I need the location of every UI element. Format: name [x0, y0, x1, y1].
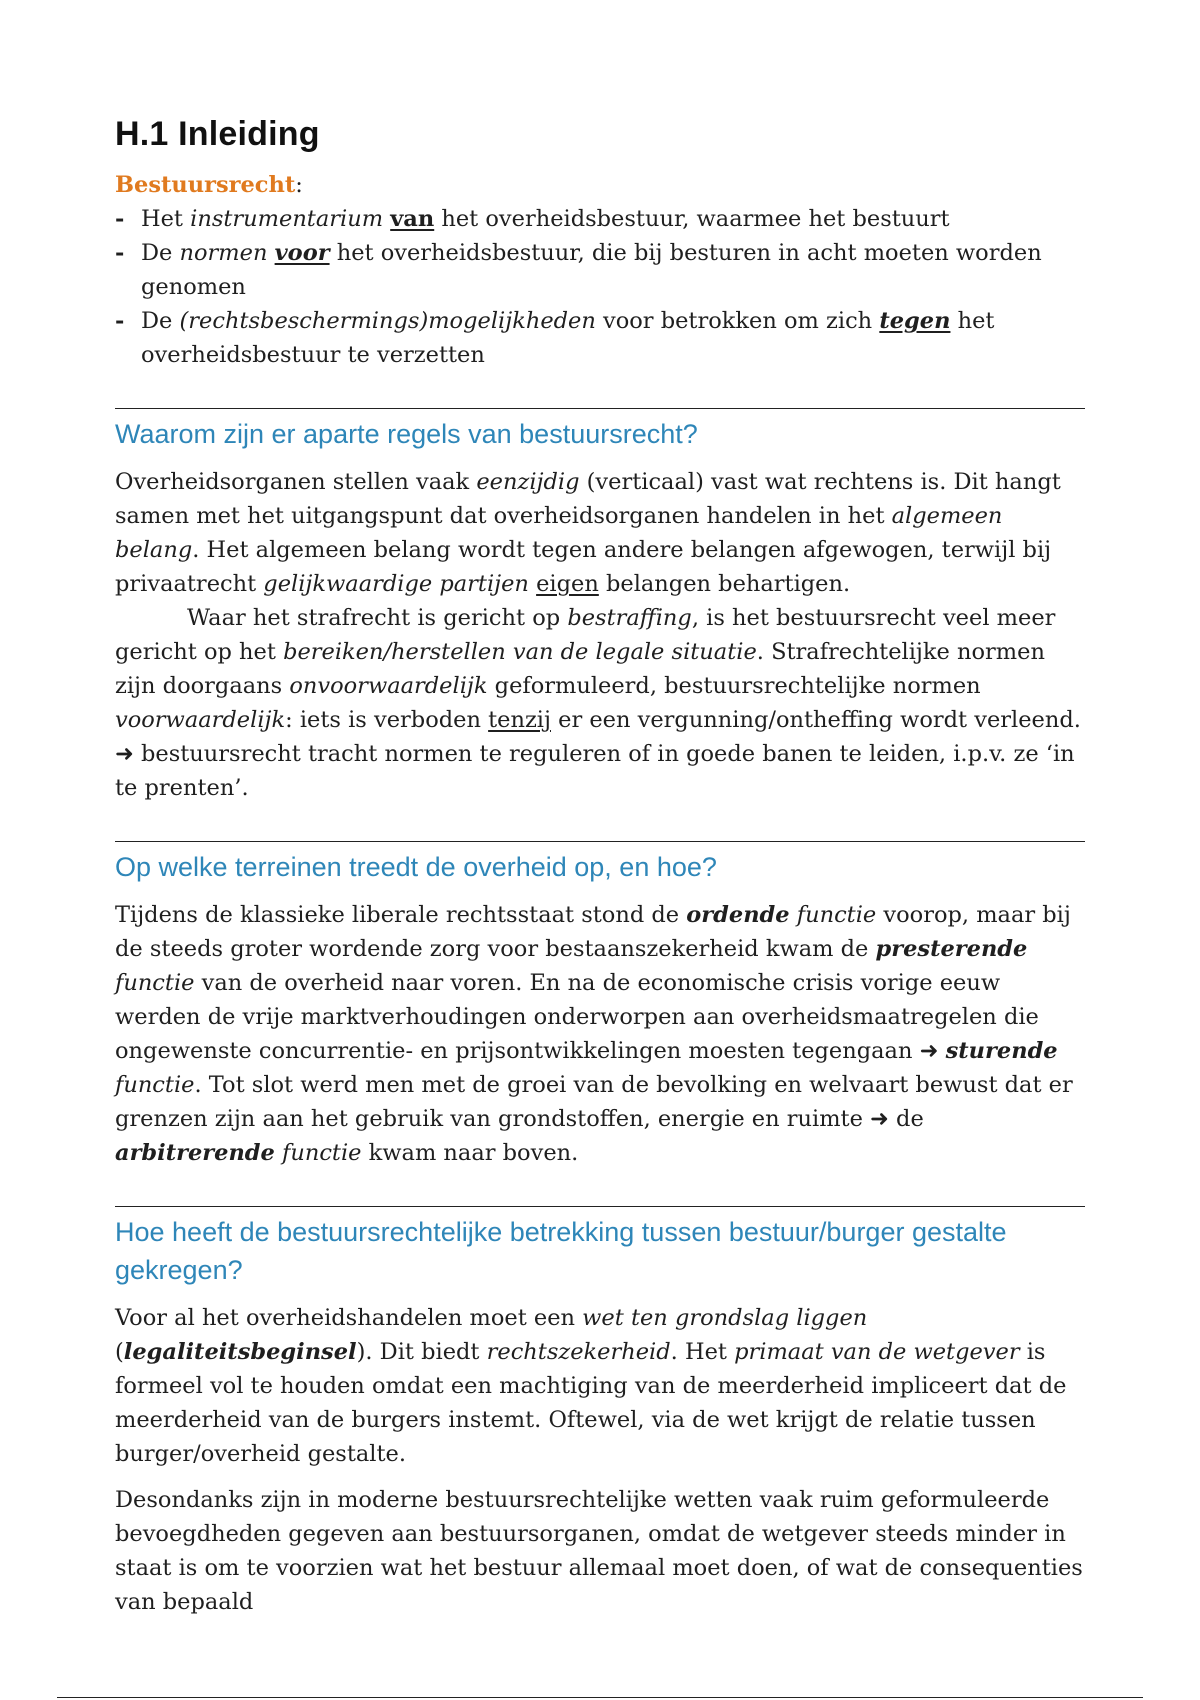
list-item: - De normen voor het overheidsbestuur, die bij besturen in acht moeten worden genomen: [115, 236, 1085, 304]
section-heading: Hoe heeft de bestuursrechtelijke betrekking tussen bestuur/burger gestalte gekregen?: [115, 1217, 1007, 1285]
definition-list: [115, 202, 1085, 372]
list-item: - Het instrumentarium van het overheidsbestuur, waarmee het bestuurt: [115, 202, 1085, 236]
paragraph: Desondanks zijn in moderne bestuursrechtelijke wetten vaak ruim geformuleerde bevoegdheden gegeven aan bestuursorganen, omdat de wetgever steeds minder in staat is om te voorzien wat het bestuur allemaal moet doen, of wat de consequenties van bepaald: [115, 1487, 1083, 1615]
page-bottom-rule: [57, 1697, 1143, 1698]
paragraph: Voor al het overheidshandelen moet een wet ten grondslag liggen (legaliteitsbeginsel). Dit biedt rechtszekerheid. Het primaat van de wetgever is formeel vol te houden omdat een machtiging van de meerderheid impliceert dat de meerderheid van de burgers instemt. Oftewel, via de wet krijgt de relatie tussen burger/overheid gestalte.: [115, 1305, 1067, 1467]
paragraph: ➜ bestuursrecht tracht normen te reguleren of in goede banen te leiden, i.p.v. ze ‘in te prenten’.: [115, 741, 1075, 801]
paragraph: Waar het strafrecht is gericht op bestraffing, is het bestuursrecht veel meer gericht op het bereiken/herstellen van de legale situatie. Strafrechtelijke normen zijn doorgaans onvoorwaardelijk geformuleerd, bestuursrechtelijke normen voorwaardelijk: iets is verboden tenzij er een vergunning/ontheffing wordt verleend.: [115, 605, 1081, 733]
list-item: - De (rechtsbeschermings)mogelijkheden voor betrokken om zich tegen het overheidsbestuur te verzetten: [115, 304, 1085, 372]
section-heading: Op welke terreinen treedt de overheid op, en hoe?: [115, 852, 717, 882]
document-page: [115, 115, 1085, 1619]
section-heading: Waarom zijn er aparte regels van bestuursrecht?: [115, 419, 698, 449]
paragraph: Overheidsorganen stellen vaak eenzijdig (verticaal) vast wat rechtens is. Dit hangt samen met het uitgangspunt dat overheidsorganen handelen in het algemeen belang. Het algemeen belang wordt tegen andere belangen afgewogen, terwijl bij privaatrecht gelijkwaardige partijen eigen belangen behartigen.: [115, 469, 1061, 597]
section-divider: [115, 1206, 1085, 1207]
page-title: H.1 Inleiding: [115, 115, 320, 153]
keyword-bestuursrecht: Bestuursrecht: [115, 172, 296, 198]
paragraph: Tijdens de klassieke liberale rechtsstaat stond de ordende functie voorop, maar bij de steeds groter wordende zorg voor bestaanszekerheid kwam de presterende functie van de overheid naar voren. En na de economische crisis vorige eeuw werden de vrije marktverhoudingen onderworpen aan overheidsmaatregelen die ongewenste concurrentie- en prijsontwikkelingen moesten tegengaan ➜ sturende functie. Tot slot werd men met de groei van de bevolking en welvaart bewust dat er grenzen zijn aan het gebruik van grondstoffen, energie en ruimte ➜ de arbitrerende functie kwam naar boven.: [115, 902, 1073, 1166]
definition-label: Bestuursrecht:: [115, 172, 303, 198]
section-divider: [115, 841, 1085, 842]
section-divider: [115, 408, 1085, 409]
